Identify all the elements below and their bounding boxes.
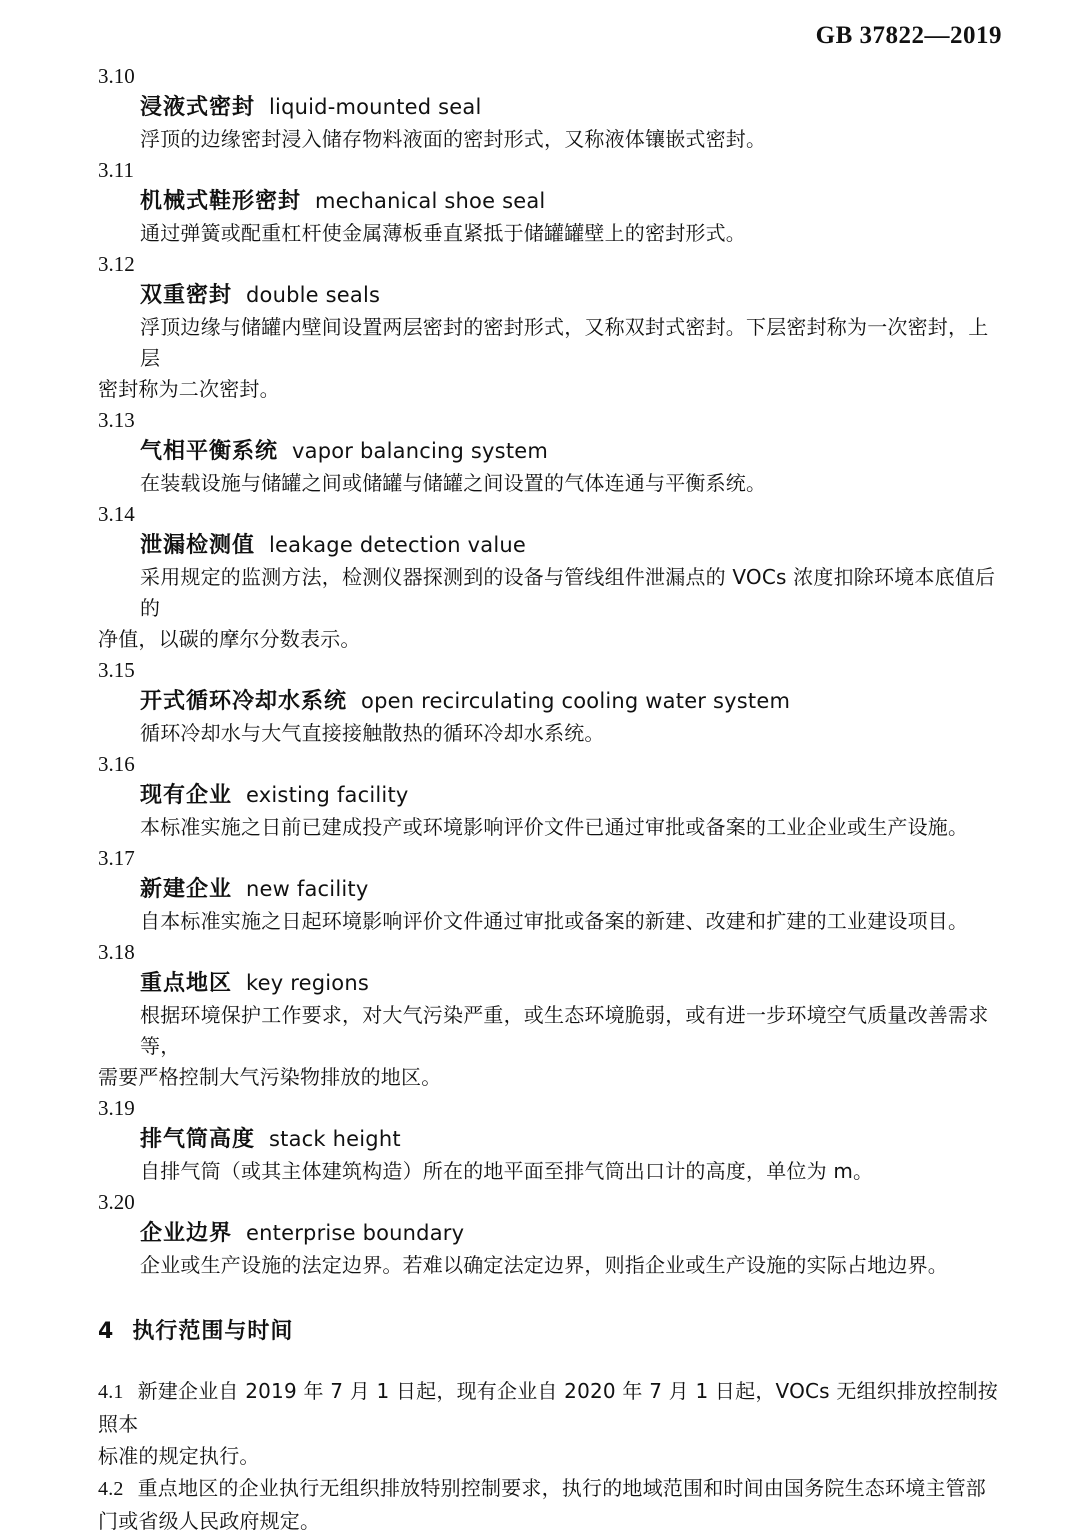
term-definition bbox=[98, 218, 998, 249]
term-entry bbox=[98, 656, 998, 749]
term-definition bbox=[98, 812, 998, 843]
term-entry bbox=[98, 750, 998, 843]
clause-item-continuation: 门或省级人民政府规定。 bbox=[98, 1509, 321, 1533]
term-definition-line: 采用规定的监测方法，检测仪器探测到的设备与管线组件泄漏点的 VOCs 浓度扣除环境本底值后的 bbox=[140, 565, 996, 620]
term-heading bbox=[98, 185, 998, 218]
term-name-en: vapor balancing system bbox=[292, 439, 549, 463]
term-heading bbox=[98, 1217, 998, 1250]
term-entry bbox=[98, 500, 998, 655]
term-definition-line: 企业或生产设施的法定边界。若难以确定法定边界，则指企业或生产设施的实际占地边界。 bbox=[140, 1253, 948, 1277]
term-number: 3.10 bbox=[98, 64, 135, 88]
clause-item bbox=[98, 1375, 998, 1440]
term-definition-line: 本标准实施之日前已建成投产或环境影响评价文件已通过审批或备案的工业企业或生产设施。 bbox=[140, 815, 969, 839]
term-definition bbox=[98, 468, 998, 499]
term-heading bbox=[98, 91, 998, 124]
section-title: 执行范围与时间 bbox=[132, 1319, 294, 1344]
clause-number: 4.2 bbox=[98, 1478, 124, 1500]
term-definition-line: 自本标准实施之日起环境影响评价文件通过审批或备案的新建、改建和扩建的工业建设项目。 bbox=[140, 909, 969, 933]
term-number: 3.13 bbox=[98, 408, 135, 432]
term-entry bbox=[98, 62, 998, 155]
term-name-cn: 重点地区 bbox=[140, 971, 233, 996]
term-definition-line: 在装载设施与储罐之间或储罐与储罐之间设置的气体连通与平衡系统。 bbox=[140, 471, 767, 495]
term-heading bbox=[98, 685, 998, 718]
term-entry bbox=[98, 250, 998, 405]
clause-text: 重点地区的企业执行无组织排放特别控制要求，执行的地域范围和时间由国务院生态环境主管部 bbox=[137, 1476, 987, 1500]
term-number: 3.15 bbox=[98, 658, 135, 682]
term-number: 3.20 bbox=[98, 1190, 135, 1214]
term-heading bbox=[98, 873, 998, 906]
term-number: 3.14 bbox=[98, 502, 135, 526]
term-number: 3.17 bbox=[98, 846, 135, 870]
clause-text: 新建企业自 2019 年 7 月 1 日起，现有企业自 2020 年 7 月 1 日起，VOCs 无组织排放控制按照本 bbox=[98, 1379, 998, 1436]
term-definition-line: 浮顶的边缘密封浸入储存物料液面的密封形式，又称液体镶嵌式密封。 bbox=[140, 127, 767, 151]
term-name-en: stack height bbox=[269, 1127, 401, 1151]
term-number: 3.18 bbox=[98, 940, 135, 964]
term-name-en: liquid-mounted seal bbox=[269, 95, 482, 119]
term-name-en: enterprise boundary bbox=[246, 1221, 465, 1245]
term-name-cn: 泄漏检测值 bbox=[140, 533, 256, 558]
term-definition bbox=[98, 562, 998, 655]
term-definition bbox=[98, 718, 998, 749]
term-heading bbox=[98, 1123, 998, 1156]
term-name-en: key regions bbox=[246, 971, 370, 995]
term-definition-line: 净值，以碳的摩尔分数表示。 bbox=[98, 627, 361, 651]
term-number: 3.19 bbox=[98, 1096, 135, 1120]
term-name-en: new facility bbox=[246, 877, 369, 901]
page-header-standard-code: GB 37822—2019 bbox=[815, 22, 1002, 49]
term-name-cn: 双重密封 bbox=[140, 283, 233, 308]
term-definition-line: 密封称为二次密封。 bbox=[98, 377, 280, 401]
term-definition bbox=[98, 124, 998, 155]
term-entry bbox=[98, 1094, 998, 1187]
term-name-cn: 新建企业 bbox=[140, 877, 233, 902]
term-entry bbox=[98, 156, 998, 249]
term-heading bbox=[98, 967, 998, 1000]
term-name-en: mechanical shoe seal bbox=[315, 189, 546, 213]
term-heading bbox=[98, 779, 998, 812]
term-heading bbox=[98, 279, 998, 312]
term-name-en: existing facility bbox=[246, 783, 409, 807]
clause-number: 4.1 bbox=[98, 1381, 124, 1403]
clause-item-continuation: 标准的规定执行。 bbox=[98, 1444, 260, 1468]
term-name-en: open recirculating cooling water system bbox=[361, 689, 791, 713]
term-definition-line: 浮顶边缘与储罐内壁间设置两层密封的密封形式，又称双封式密封。下层密封称为一次密封，上层 bbox=[140, 315, 989, 370]
term-definition-line: 根据环境保护工作要求，对大气污染严重，或生态环境脆弱，或有进一步环境空气质量改善需求等， bbox=[140, 1003, 989, 1058]
term-name-cn: 企业边界 bbox=[140, 1221, 233, 1246]
section-number: 4 bbox=[98, 1319, 115, 1344]
term-entry bbox=[98, 1188, 998, 1281]
document-body bbox=[98, 62, 998, 1537]
term-definition bbox=[98, 1250, 998, 1281]
term-name-cn: 浸液式密封 bbox=[140, 95, 256, 120]
term-heading bbox=[98, 529, 998, 562]
term-definition-line: 通过弹簧或配重杠杆使金属薄板垂直紧抵于储罐罐壁上的密封形式。 bbox=[140, 221, 746, 245]
section-heading bbox=[98, 1315, 998, 1349]
term-definition-line: 需要严格控制大气污染物排放的地区。 bbox=[98, 1065, 442, 1089]
term-definition-line: 循环冷却水与大气直接接触散热的循环冷却水系统。 bbox=[140, 721, 605, 745]
term-entry bbox=[98, 938, 998, 1093]
term-name-en: double seals bbox=[246, 283, 381, 307]
clause-list bbox=[98, 1375, 998, 1537]
term-number: 3.11 bbox=[98, 158, 134, 182]
term-name-cn: 排气筒高度 bbox=[140, 1127, 256, 1152]
term-number: 3.16 bbox=[98, 752, 135, 776]
term-definition-line: 自排气筒（或其主体建筑构造）所在的地平面至排气筒出口计的高度，单位为 m。 bbox=[140, 1159, 874, 1183]
term-definition bbox=[98, 1156, 998, 1187]
term-entry bbox=[98, 844, 998, 937]
term-name-cn: 机械式鞋形密封 bbox=[140, 189, 302, 214]
term-heading bbox=[98, 435, 998, 468]
term-number: 3.12 bbox=[98, 252, 135, 276]
clause-item bbox=[98, 1472, 998, 1505]
term-entry bbox=[98, 406, 998, 499]
term-name-cn: 现有企业 bbox=[140, 783, 233, 808]
term-name-cn: 气相平衡系统 bbox=[140, 439, 279, 464]
term-name-cn: 开式循环冷却水系统 bbox=[140, 689, 348, 714]
term-definition bbox=[98, 1000, 998, 1093]
term-name-en: leakage detection value bbox=[269, 533, 527, 557]
term-definition bbox=[98, 906, 998, 937]
term-definition bbox=[98, 312, 998, 405]
